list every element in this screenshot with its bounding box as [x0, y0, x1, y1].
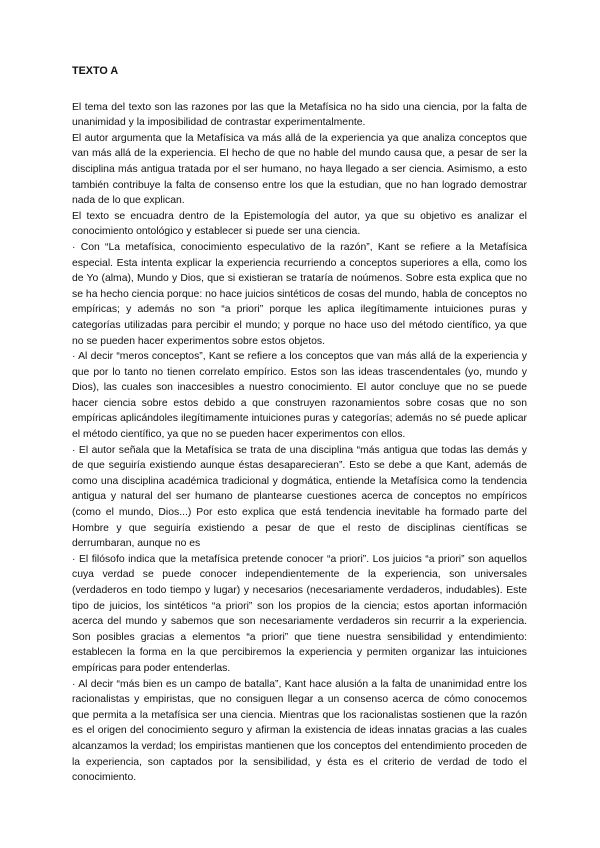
document-page: [72, 64, 527, 786]
paragraph-argument: El autor argumenta que la Metafísica va más allá de la experiencia ya que analiza conceptos que van más allá de la experiencia. El hecho de que no hable del mundo causa que, a pesar de ser la disciplina más antigua tratada por el ser humano, no haya llegado a ser ciencia. Asimismo, a esto también contribuye la falta de consenso entre los que la estudian, que no han logrado demostrar nada de lo que explican.: [72, 132, 527, 207]
paragraph-a-priori: · El filósofo indica que la metafísica pretende conocer “a priori”. Los juicios “a priori” son aquellos cuya verdad se puede conocer independientemente de la experiencia, son universales (verdaderos en todo tiempo y lugar) y necesarios (necesariamente verdaderos, indudables). Este tipo de juicios, los sintéticos “a priori” son los propios de la ciencia; estos aportan información acerca del mundo y sabemos que son necesariamente verdaderos sin recurrir a la experiencia. Son posibles gracias a elementos “a priori” que tiene nuestra sensibilidad y entendimiento: establecen la forma en la que percibiremos la experiencia y permiten organizar las intuiciones empíricas para poder entenderlas.: [72, 553, 527, 674]
paragraph-context: El texto se encuadra dentro de la Epistemología del autor, ya que su objetivo es analizar el conocimiento ontológico y establecer si puede ser una ciencia.: [72, 210, 527, 238]
paragraph-campo-de-batalla: · Al decir “más bien es un campo de batalla”, Kant hace alusión a la falta de unanimidad entre los racionalistas y empiristas, que no consiguen llegar a un consenso acerca de cómo conocemos que permita a la metafísica ser una ciencia. Mientras que los racionalistas sostienen que la razón es el origen del conocimiento seguro y afirman la existencia de ideas innatas gracias a las cuales alcanzamos la verdad; los empiristas mantienen que los conceptos del entendimiento proceden de la experiencia, son captados por la sensibilidad, y ésta es el criterio de verdad de todo el conocimiento.: [72, 678, 527, 784]
paragraph-metafisica-especulativa: · Con “La metafísica, conocimiento especulativo de la razón”, Kant se refiere a la Metafísica especial. Esta intenta explicar la experiencia recurriendo a conceptos superiores a ella, como los de Yo (alma), Mundo y Dios, que si existieran se trataría de noúmenos. Sobre esta explica que no se ha hecho ciencia porque: no hace juicios sintéticos de cosas del mundo, habla de conceptos no empíricas; y además no son “a priori” porque les aplica ilegítimamente intuiciones puras y categorías utilizadas para percibir el mundo; y porque no hace uso del método científico, ya que no se pueden hacer experimentos sobre estos objetos.: [72, 241, 527, 347]
paragraph-topic: El tema del texto son las razones por las que la Metafísica no ha sido una ciencia, por la falta de unanimidad y la imposibilidad de contrastar experimentalmente.: [72, 101, 527, 129]
document-title: TEXTO A: [72, 65, 119, 77]
paragraph-meros-conceptos: · Al decir “meros conceptos”, Kant se refiere a los conceptos que van más allá de la experiencia y que por lo tanto no tienen correlato empírico. Estos son las ideas trascendentales (yo, mundo y Dios), las cuales son inaccesibles a nuestro conocimiento. El autor concluye que no se puede hacer ciencia sobre estos debido a que construyen razonamientos sobre cosas que no son empíricas aplicándoles ilegítimamente intuiciones puras y categorías; además no sé puede aplicar el método científico, ya que no se pueden hacer experimentos con ellos.: [72, 351, 527, 441]
paragraph-disciplina-antigua: · El autor señala que la Metafísica se trata de una disciplina “más antigua que todas las demás y de que seguiría existiendo aunque éstas desaparecieran”. Esto se debe a que Kant, además de como una disciplina académica tradicional y dogmática, entiende la Metafísica como la tendencia antigua y natural del ser humano de plantearse cuestiones acerca de conceptos no empíricos (como el mundo, Dios...) Por esto explica que está tendencia inevitable ha formado parte del Hombre y que seguiría existiendo a pesar de que el resto de disciplinas científicas se derrumbaran, aunque no es: [72, 444, 527, 550]
